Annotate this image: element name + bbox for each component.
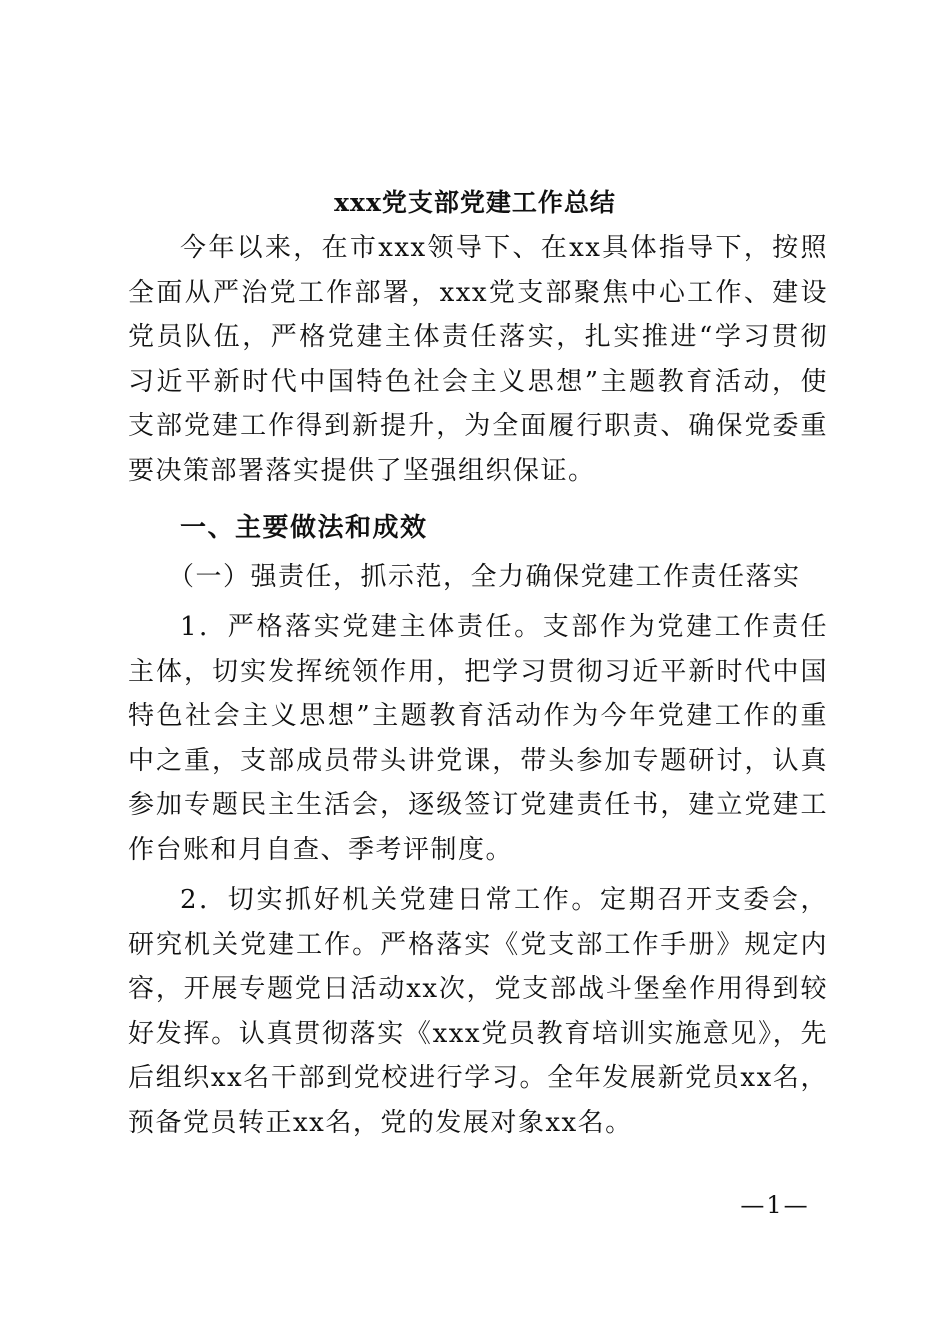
intro-paragraph: 今年以来，在市xxx领导下、在xx具体指导下，按照全面从严治党工作部署，xxx党支部聚焦中心工作、建设党员队伍，严格党建主体责任落实，扎实推进“学习贯彻习近平新时代中国特色社会主义思想”主题教育活动，使支部党建工作得到新提升，为全面履行职责、确保党委重要决策部署落实提供了坚强组织保证。 — [128, 233, 828, 486]
subsection-heading-responsibility: （一）强责任，抓示范，全力确保党建工作责任落实 — [168, 561, 801, 592]
document-body — [128, 226, 828, 1145]
document-title: xxx党支部党建工作总结 — [334, 188, 616, 217]
paragraph-item-1: 1．严格落实党建主体责任。支部作为党建工作责任主体，切实发挥统领作用，把学习贯彻习近平新时代中国特色社会主义思想”主题教育活动作为今年党建工作的重中之重，支部成员带头讲党课，带头参加专题研讨，认真参加专题民主生活会，逐级签订党建责任书，建立党建工作台账和月自查、季考评制度。 — [128, 612, 828, 865]
page-number: —1— — [740, 1191, 810, 1219]
section-heading-main-practices: 一、主要做法和成效 — [180, 513, 428, 543]
paragraph-item-2: 2．切实抓好机关党建日常工作。定期召开支委会，研究机关党建工作。严格落实《党支部工作手册》规定内容，开展专题党日活动xx次，党支部战斗堡垒作用得到较好发挥。认真贯彻落实《xxx党员教育培训实施意见》，先后组织xx名干部到党校进行学习。全年发展新党员xx名，预备党员转正xx名，党的发展对象xx名。 — [128, 885, 828, 1138]
